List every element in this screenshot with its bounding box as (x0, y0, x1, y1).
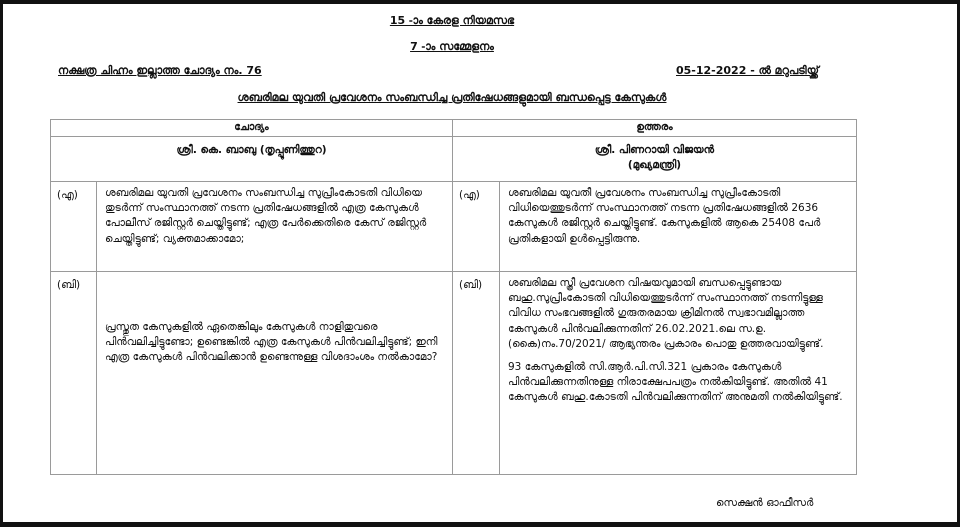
asked-by-name: ശ്രീ. കെ. ബാബു (തൃപ്പൂണിത്തുറ) (176, 144, 327, 156)
answer-date: 05-12-2022 - ൽ മറുപടിയ്ക്ക് (676, 64, 819, 77)
session-heading: 7 -ാം സമ്മേളനം (410, 40, 494, 53)
frame-top-border (0, 0, 960, 4)
signatory: സെക്ഷൻ ഓഫീസർ (716, 497, 814, 509)
answer-text-a: ശബരിമല യുവതീ പ്രവേശനം സംബന്ധിച്ച സുപ്രീംകോടതി വിധിയെത്തുടർന്ന് സംസ്ഥാനത്ത് നടന്ന പ്രതിഷേധങ്ങളിൽ 2636 കേസുകൾ രജിസ്റ്റർ ചെയ്തിട്ടുണ്ട്. കേസുകളിൽ ആകെ 25408 പേർ പ്രതികളായി ഉൾപ്പെട്ടിരുന്നു. (500, 182, 857, 272)
answer-label-b: (ബി) (453, 272, 500, 475)
question-text-a: ശബരിമല യുവതി പ്രവേശനം സംബന്ധിച്ച സുപ്രീംകോടതി വിധിയെ തുടർന്ന് സംസ്ഥാനത്ത് നടന്ന പ്രതിഷേധങ്ങളിൽ എത്ര കേസുകൾ പോലീസ് രജിസ്റ്റർ ചെയ്തിട്ടുണ്ട്; എത്ര പേർക്കെതിരെ കേസ് രജിസ്റ്റർ ചെയ്തിട്ടുണ്ട്; വ്യക്തമാക്കാമോ; (97, 182, 453, 272)
answered-by-cell (453, 137, 857, 182)
question-cell-b (97, 272, 453, 475)
answer-cell-b (500, 272, 857, 475)
frame-left-border (0, 0, 3, 527)
question-text-b: പ്രസ്തുത കേസുകളിൽ ഏതെങ്കിലും കേസുകൾ നാളിതുവരെ പിൻവലിച്ചിട്ടുണ്ടോ; ഉണ്ടെങ്കിൽ എത്ര കേസുകൾ പിൻവലിച്ചിട്ടുണ്ട്; ഇനി എത്ര കേസുകൾ പിൻവലിക്കാൻ ഉണ്ടെന്നുള്ള വിശദാംശം നൽകാമോ? (105, 321, 438, 364)
asked-by-cell (51, 137, 453, 182)
question-number: നക്ഷത്ര ചിഹ്നം ഇല്ലാത്ത ചോദ്യം നം. 76 (58, 64, 262, 77)
answered-by-role: (മുഖ്യമന്ത്രി) (627, 159, 682, 172)
answered-by-name: ശ്രീ. പിണറായി വിജയൻ (594, 144, 715, 156)
answer-text-b-para1: ശബരിമല സ്ത്രീ പ്രവേശന വിഷയവുമായി ബന്ധപ്പെട്ടുണ്ടായ ബഹു.സുപ്രീംകോടതി വിധിയെത്തുടർന്ന് സംസ്ഥാനത്ത് നടന്നിട്ടുള്ള വിവിധ സംഭവങ്ങളിൽ ഗുരുതരമായ ക്രിമിനൽ സ്വഭാവമില്ലാത്ത കേസുകൾ പിൻവലിക്കുന്നതിന് 26.02.2021.ലെ സ.ഉ.(കൈ)നം.70/2021/ ആഭ്യന്തരം പ്രകാരം പൊതു ഉത്തരവായിട്ടുണ്ട്. (508, 277, 824, 350)
table-row (51, 272, 857, 475)
subject-heading: ശബരിമല യുവതി പ്രവേശനം സംബന്ധിച്ച പ്രതിഷേധങ്ങളുമായി ബന്ധപ്പെട്ട കേസുകൾ (237, 91, 667, 104)
answer-label-a: (എ) (453, 182, 500, 272)
assembly-heading: 15 -ാം കേരള നിയമസഭ (389, 14, 515, 27)
answer-text-b-para2: 93 കേസുകളിൽ സി.ആർ.പി.സി.321 പ്രകാരം കേസുകൾ പിൻവലിക്കുന്നതിനുള്ള നിരാക്ഷേപപത്രം നൽകിയിട്ടുണ്ട്. അതിൽ 41 കേസുകൾ ബഹു.കോടതി പിൻവലിക്കുന്നതിന് അനുമതി നൽകിയിട്ടുണ്ട്. (508, 361, 843, 404)
question-label-b: (ബി) (51, 272, 97, 475)
answer-column-header: ഉത്തരം (453, 120, 857, 137)
frame-bottom-border (0, 522, 960, 527)
table-row (51, 182, 857, 272)
question-answer-table (50, 119, 857, 475)
question-label-a: (എ) (51, 182, 97, 272)
question-column-header: ചോദ്യം (51, 120, 453, 137)
